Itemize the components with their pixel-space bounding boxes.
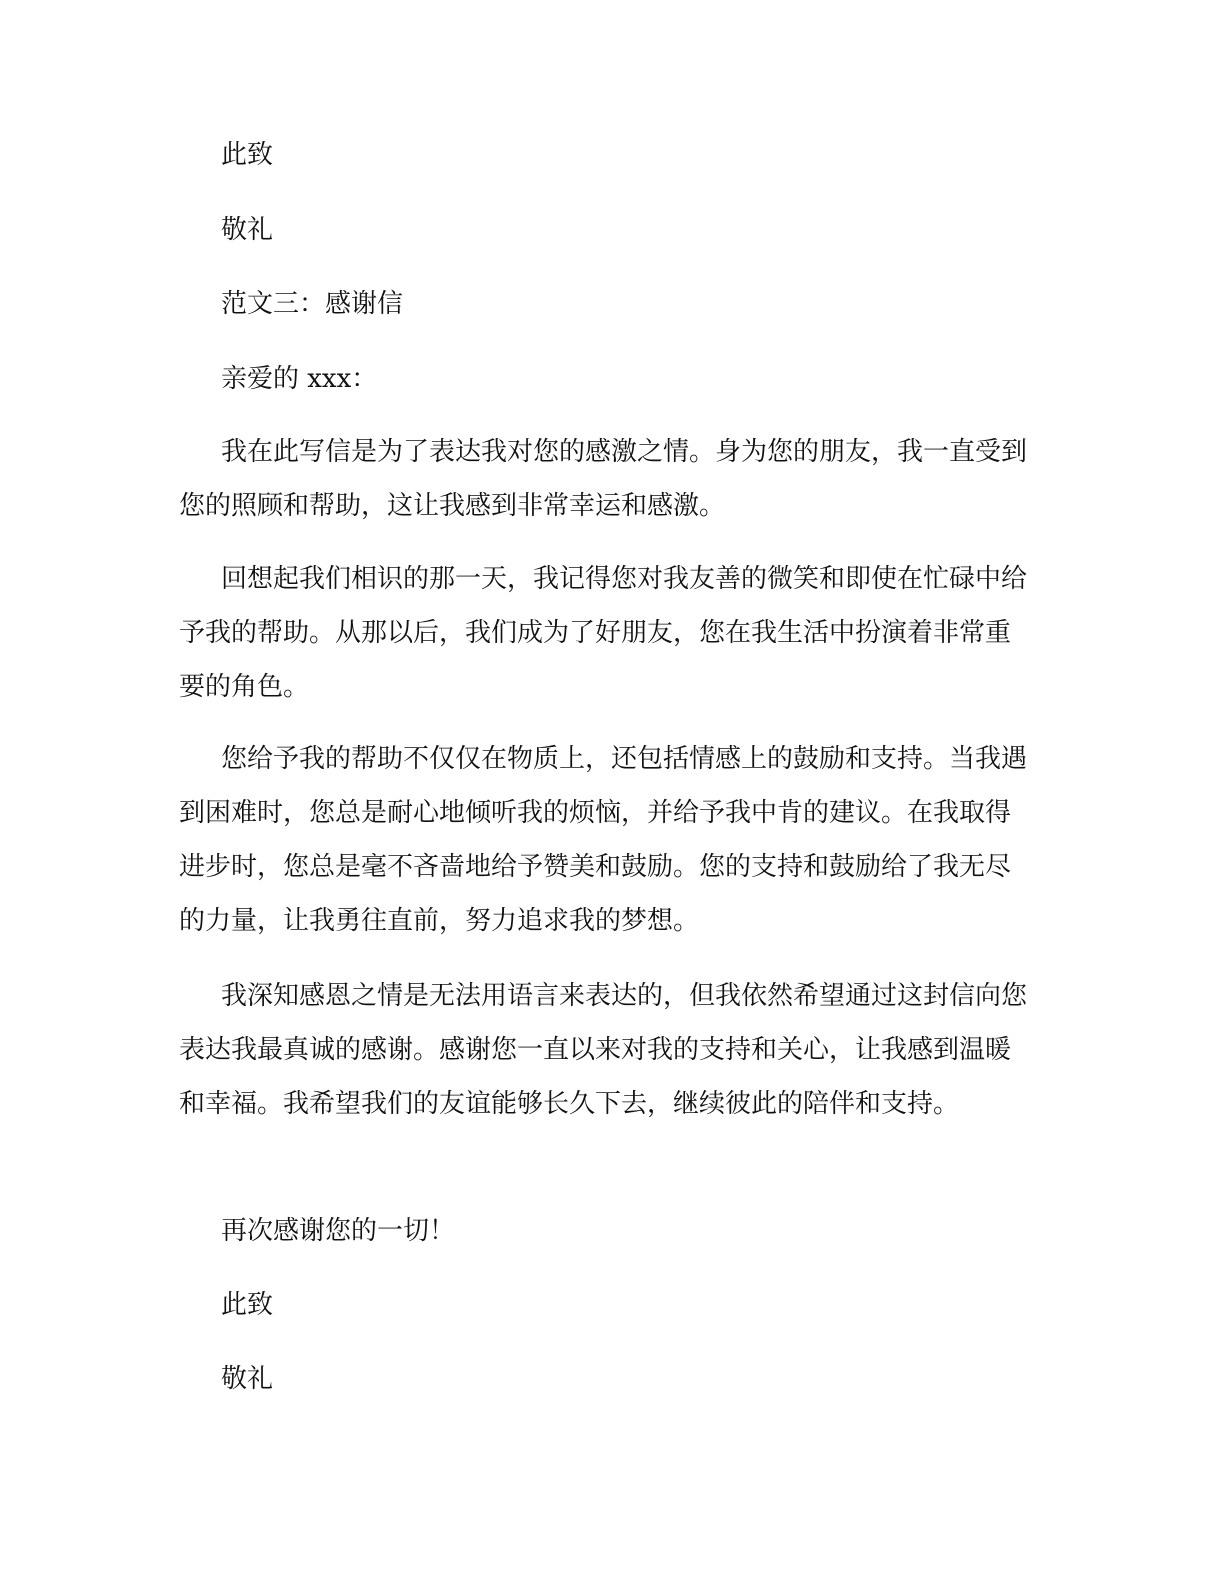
section-title: 范文三：感谢信: [221, 289, 404, 319]
body-paragraph-3: 您给予我的帮助不仅仅在物质上，还包括情感上的鼓励和支持。当我遇到困难时，您总是耐心地倾听我的烦恼，并给予我中肯的建议。在我取得进步时，您总是毫不吝啬地给予赞美和鼓励。您的支持和鼓励给了我无尽的力量，让我勇往直前，努力追求我的梦想。: [179, 744, 1028, 936]
closing-regards-2: 敬礼: [221, 1364, 274, 1394]
closing-salutation: 此致: [221, 140, 274, 170]
letter-greeting: 亲爱的 xxx：: [221, 364, 378, 394]
body-paragraph-4: 我深知感恩之情是无法用语言来表达的，但我依然希望通过这封信向您表达我最真诚的感谢。感谢您一直以来对我的支持和关心，让我感到温暖和幸福。我希望我们的友谊能够长久下去，继续彼此的陪伴和支持。: [179, 981, 1028, 1119]
closing-salutation-2: 此致: [221, 1290, 274, 1320]
closing-thanks: 再次感谢您的一切！: [221, 1216, 456, 1246]
body-paragraph-1: 我在此写信是为了表达我对您的感激之情。身为您的朋友，我一直受到您的照顾和帮助，这让我感到非常幸运和感激。: [179, 437, 1028, 521]
closing-regards: 敬礼: [221, 215, 274, 245]
body-paragraph-2: 回想起我们相识的那一天，我记得您对我友善的微笑和即使在忙碌中给予我的帮助。从那以后，我们成为了好朋友，您在我生活中扮演着非常重要的角色。: [179, 564, 1028, 702]
